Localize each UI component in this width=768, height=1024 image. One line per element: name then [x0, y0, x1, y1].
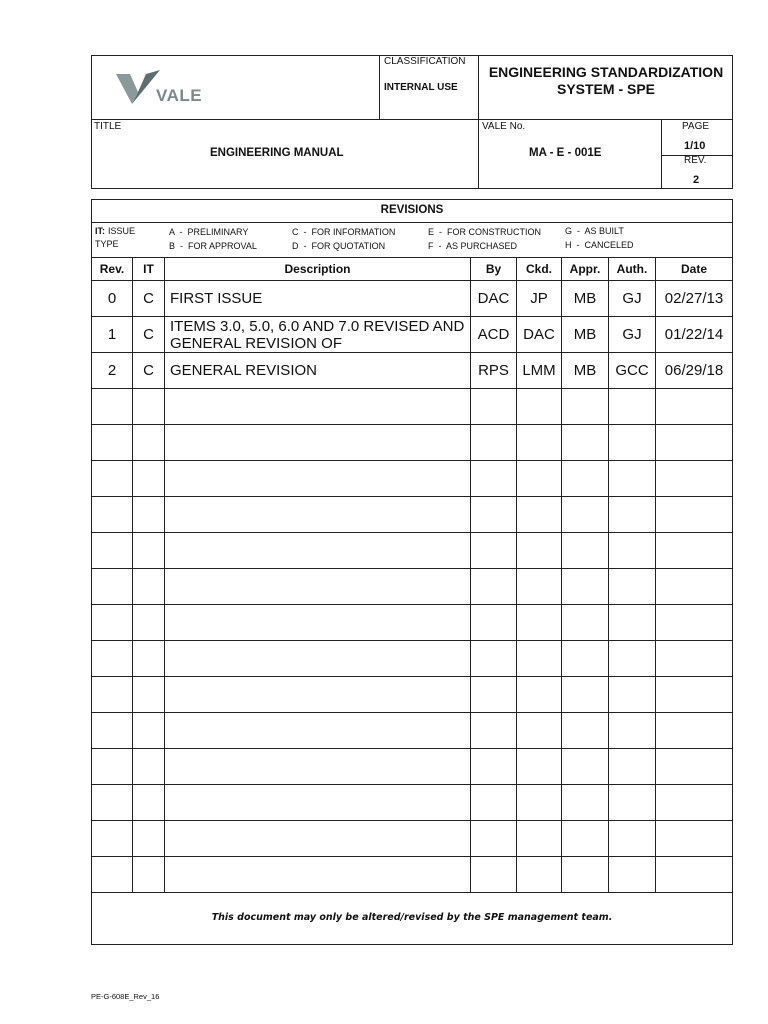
- revisions-heading: REVISIONS: [380, 204, 444, 216]
- vale-no-label: VALE No.: [482, 121, 526, 132]
- type-label: TYPE: [95, 239, 119, 249]
- col-header-appr: Appr.: [562, 258, 609, 281]
- appr-cell: MB: [562, 281, 609, 317]
- classification-label: CLASSIFICATION: [384, 56, 466, 67]
- date-cell: 06/29/18: [656, 353, 733, 389]
- code-f: F - AS PURCHASED: [428, 241, 518, 251]
- table-row: [92, 281, 733, 317]
- col-header-description: Description: [165, 258, 471, 281]
- code-g: G - AS BUILT: [565, 226, 624, 236]
- classification-value: INTERNAL USE: [384, 82, 458, 93]
- col-header-rev: Rev.: [92, 258, 133, 281]
- rev-label: REV.: [684, 155, 707, 166]
- code-b: B - FOR APPROVAL: [169, 241, 257, 251]
- empty-table-row: [92, 713, 733, 749]
- code-d: D - FOR QUOTATION: [292, 241, 386, 251]
- ckd-cell: LMM: [517, 353, 562, 389]
- empty-table-row: [92, 677, 733, 713]
- footer-note: This document may only be altered/revised by the SPE management team.: [211, 912, 613, 923]
- col-header-auth: Auth.: [609, 258, 656, 281]
- ckd-cell: DAC: [517, 317, 562, 353]
- empty-table-row: [92, 389, 733, 425]
- appr-cell: MB: [562, 353, 609, 389]
- page-value: 1/10: [684, 140, 706, 152]
- empty-table-row: [92, 641, 733, 677]
- title-label: TITLE: [94, 121, 122, 132]
- description-cell: FIRST ISSUE: [165, 281, 471, 317]
- appr-cell: MB: [562, 317, 609, 353]
- auth-cell: GJ: [609, 281, 656, 317]
- date-cell: 02/27/13: [656, 281, 733, 317]
- code-a: A - PRELIMINARY: [169, 227, 249, 237]
- empty-table-row: [92, 569, 733, 605]
- empty-table-row: [92, 749, 733, 785]
- empty-table-row: [92, 857, 733, 893]
- rev-cell: 1: [92, 317, 133, 353]
- code-h: H - CANCELED: [565, 240, 634, 250]
- code-c: C - FOR INFORMATION: [292, 227, 396, 237]
- table-header-row: [92, 258, 733, 281]
- empty-table-row: [92, 425, 733, 461]
- vale-no-value: MA - E - 001E: [529, 147, 602, 159]
- rev-cell: 0: [92, 281, 133, 317]
- it-label: IT:: [95, 226, 105, 236]
- vale-logo-text: VALE: [156, 86, 203, 105]
- col-header-date: Date: [656, 258, 733, 281]
- empty-table-row: [92, 461, 733, 497]
- table-row: [92, 353, 733, 389]
- col-header-ckd: Ckd.: [517, 258, 562, 281]
- col-header-by: By: [471, 258, 517, 281]
- rev-cell: 2: [92, 353, 133, 389]
- vale-logo: [116, 70, 216, 110]
- ckd-cell: JP: [517, 281, 562, 317]
- revisions-table: [91, 257, 733, 893]
- auth-cell: GJ: [609, 317, 656, 353]
- description-cell: GENERAL REVISION: [165, 353, 471, 389]
- it-cell: C: [133, 353, 165, 389]
- empty-table-row: [92, 533, 733, 569]
- empty-table-row: [92, 785, 733, 821]
- empty-table-row: [92, 605, 733, 641]
- table-row: [92, 317, 733, 353]
- page-label: PAGE: [682, 121, 710, 132]
- by-cell: DAC: [471, 281, 517, 317]
- rev-value: 2: [693, 174, 700, 186]
- by-cell: ACD: [471, 317, 517, 353]
- system-title: ENGINEERING STANDARDIZATION SYSTEM - SPE: [488, 64, 724, 97]
- it-cell: C: [133, 317, 165, 353]
- empty-table-row: [92, 821, 733, 857]
- issue-label: ISSUE: [108, 226, 136, 236]
- empty-table-row: [92, 497, 733, 533]
- by-cell: RPS: [471, 353, 517, 389]
- code-e: E - FOR CONSTRUCTION: [428, 227, 541, 237]
- document-title: ENGINEERING MANUAL: [210, 147, 344, 159]
- auth-cell: GCC: [609, 353, 656, 389]
- form-code: PE-G-608E_Rev_16: [91, 992, 160, 1001]
- vale-logo-icon: [116, 70, 160, 108]
- col-header-it: IT: [133, 258, 165, 281]
- description-cell: ITEMS 3.0, 5.0, 6.0 AND 7.0 REVISED AND GENERAL REVISION OF: [165, 317, 471, 353]
- date-cell: 01/22/14: [656, 317, 733, 353]
- it-cell: C: [133, 281, 165, 317]
